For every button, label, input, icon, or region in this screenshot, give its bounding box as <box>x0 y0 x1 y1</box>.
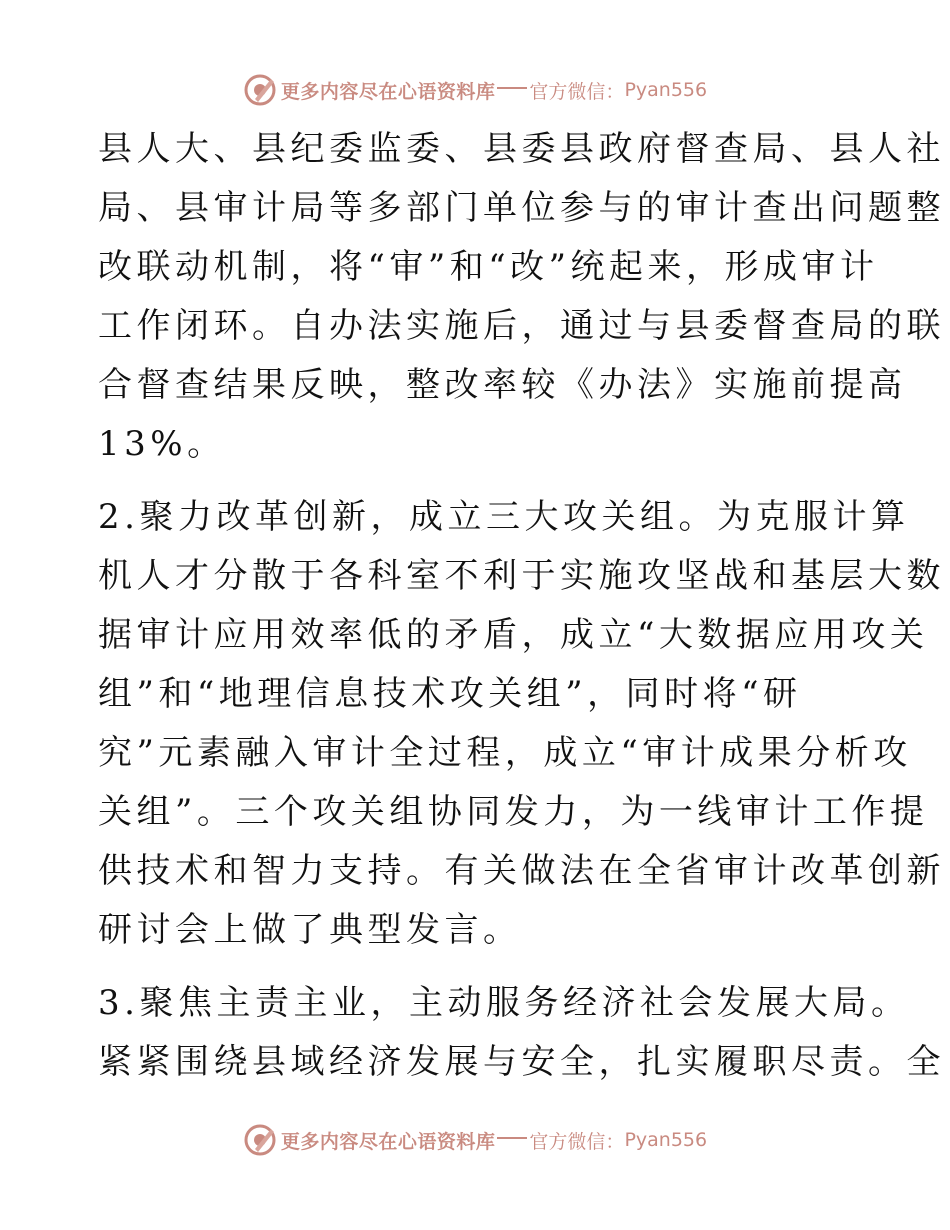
text-line: 3.聚焦主责主业，主动服务经济社会发展大局。 <box>98 983 910 1023</box>
text-line: 据审计应用效率低的矛盾，成立“大数据应用攻关 <box>98 615 929 655</box>
watermark-title: 更多内容尽在心语资料库 <box>280 80 496 103</box>
watermark-dash <box>497 1137 527 1139</box>
header-watermark <box>0 70 950 110</box>
text-line: 供技术和智力支持。有关做法在全省审计改革创新 <box>98 851 945 891</box>
text-line: 研讨会上做了典型发言。 <box>98 910 522 950</box>
text-line: 机人才分散于各科室不利于实施攻坚战和基层大数 <box>98 556 945 596</box>
text-line: 县人大、县纪委监委、县委县政府督查局、县人社 <box>98 129 945 169</box>
text-line: 13%。 <box>98 424 226 464</box>
paragraph-gap <box>98 960 858 974</box>
paragraph-3 <box>98 974 945 1092</box>
document-body <box>98 120 945 1092</box>
paragraph-1 <box>98 120 945 474</box>
watermark-subtitle-id: Pyan556 <box>624 79 708 101</box>
text-line: 工作闭环。自办法实施后，通过与县委督查局的联 <box>98 306 945 346</box>
watermark-subtitle-prefix: 官方微信： <box>529 80 625 103</box>
text-line: 关组”。三个攻关组协同发力，为一线审计工作提 <box>98 792 929 832</box>
pen-logo-icon <box>243 1123 277 1157</box>
text-line: 局、县审计局等多部门单位参与的审计查出问题整 <box>98 188 945 228</box>
text-line: 2.聚力改革创新，成立三大攻关组。为克服计算 <box>98 497 910 537</box>
footer-watermark <box>0 1120 950 1160</box>
paragraph-2 <box>98 488 945 960</box>
text-line: 组”和“地理信息技术攻关组”，同时将“研 <box>98 674 802 714</box>
watermark-subtitle-id: Pyan556 <box>624 1129 708 1151</box>
watermark-dash <box>497 87 527 89</box>
watermark-title: 更多内容尽在心语资料库 <box>280 1130 496 1153</box>
pen-logo-icon <box>243 73 277 107</box>
paragraph-gap <box>98 474 858 488</box>
text-line: 改联动机制，将“审”和“改”统起来，形成审计 <box>98 247 879 287</box>
text-line: 紧紧围绕县域经济发展与安全，扎实履职尽责。全 <box>98 1042 945 1082</box>
text-line: 合督查结果反映，整改率较《办法》实施前提高 <box>98 365 907 405</box>
text-line: 究”元素融入审计全过程，成立“审计成果分析攻 <box>98 733 912 773</box>
watermark-subtitle-prefix: 官方微信： <box>529 1130 625 1153</box>
